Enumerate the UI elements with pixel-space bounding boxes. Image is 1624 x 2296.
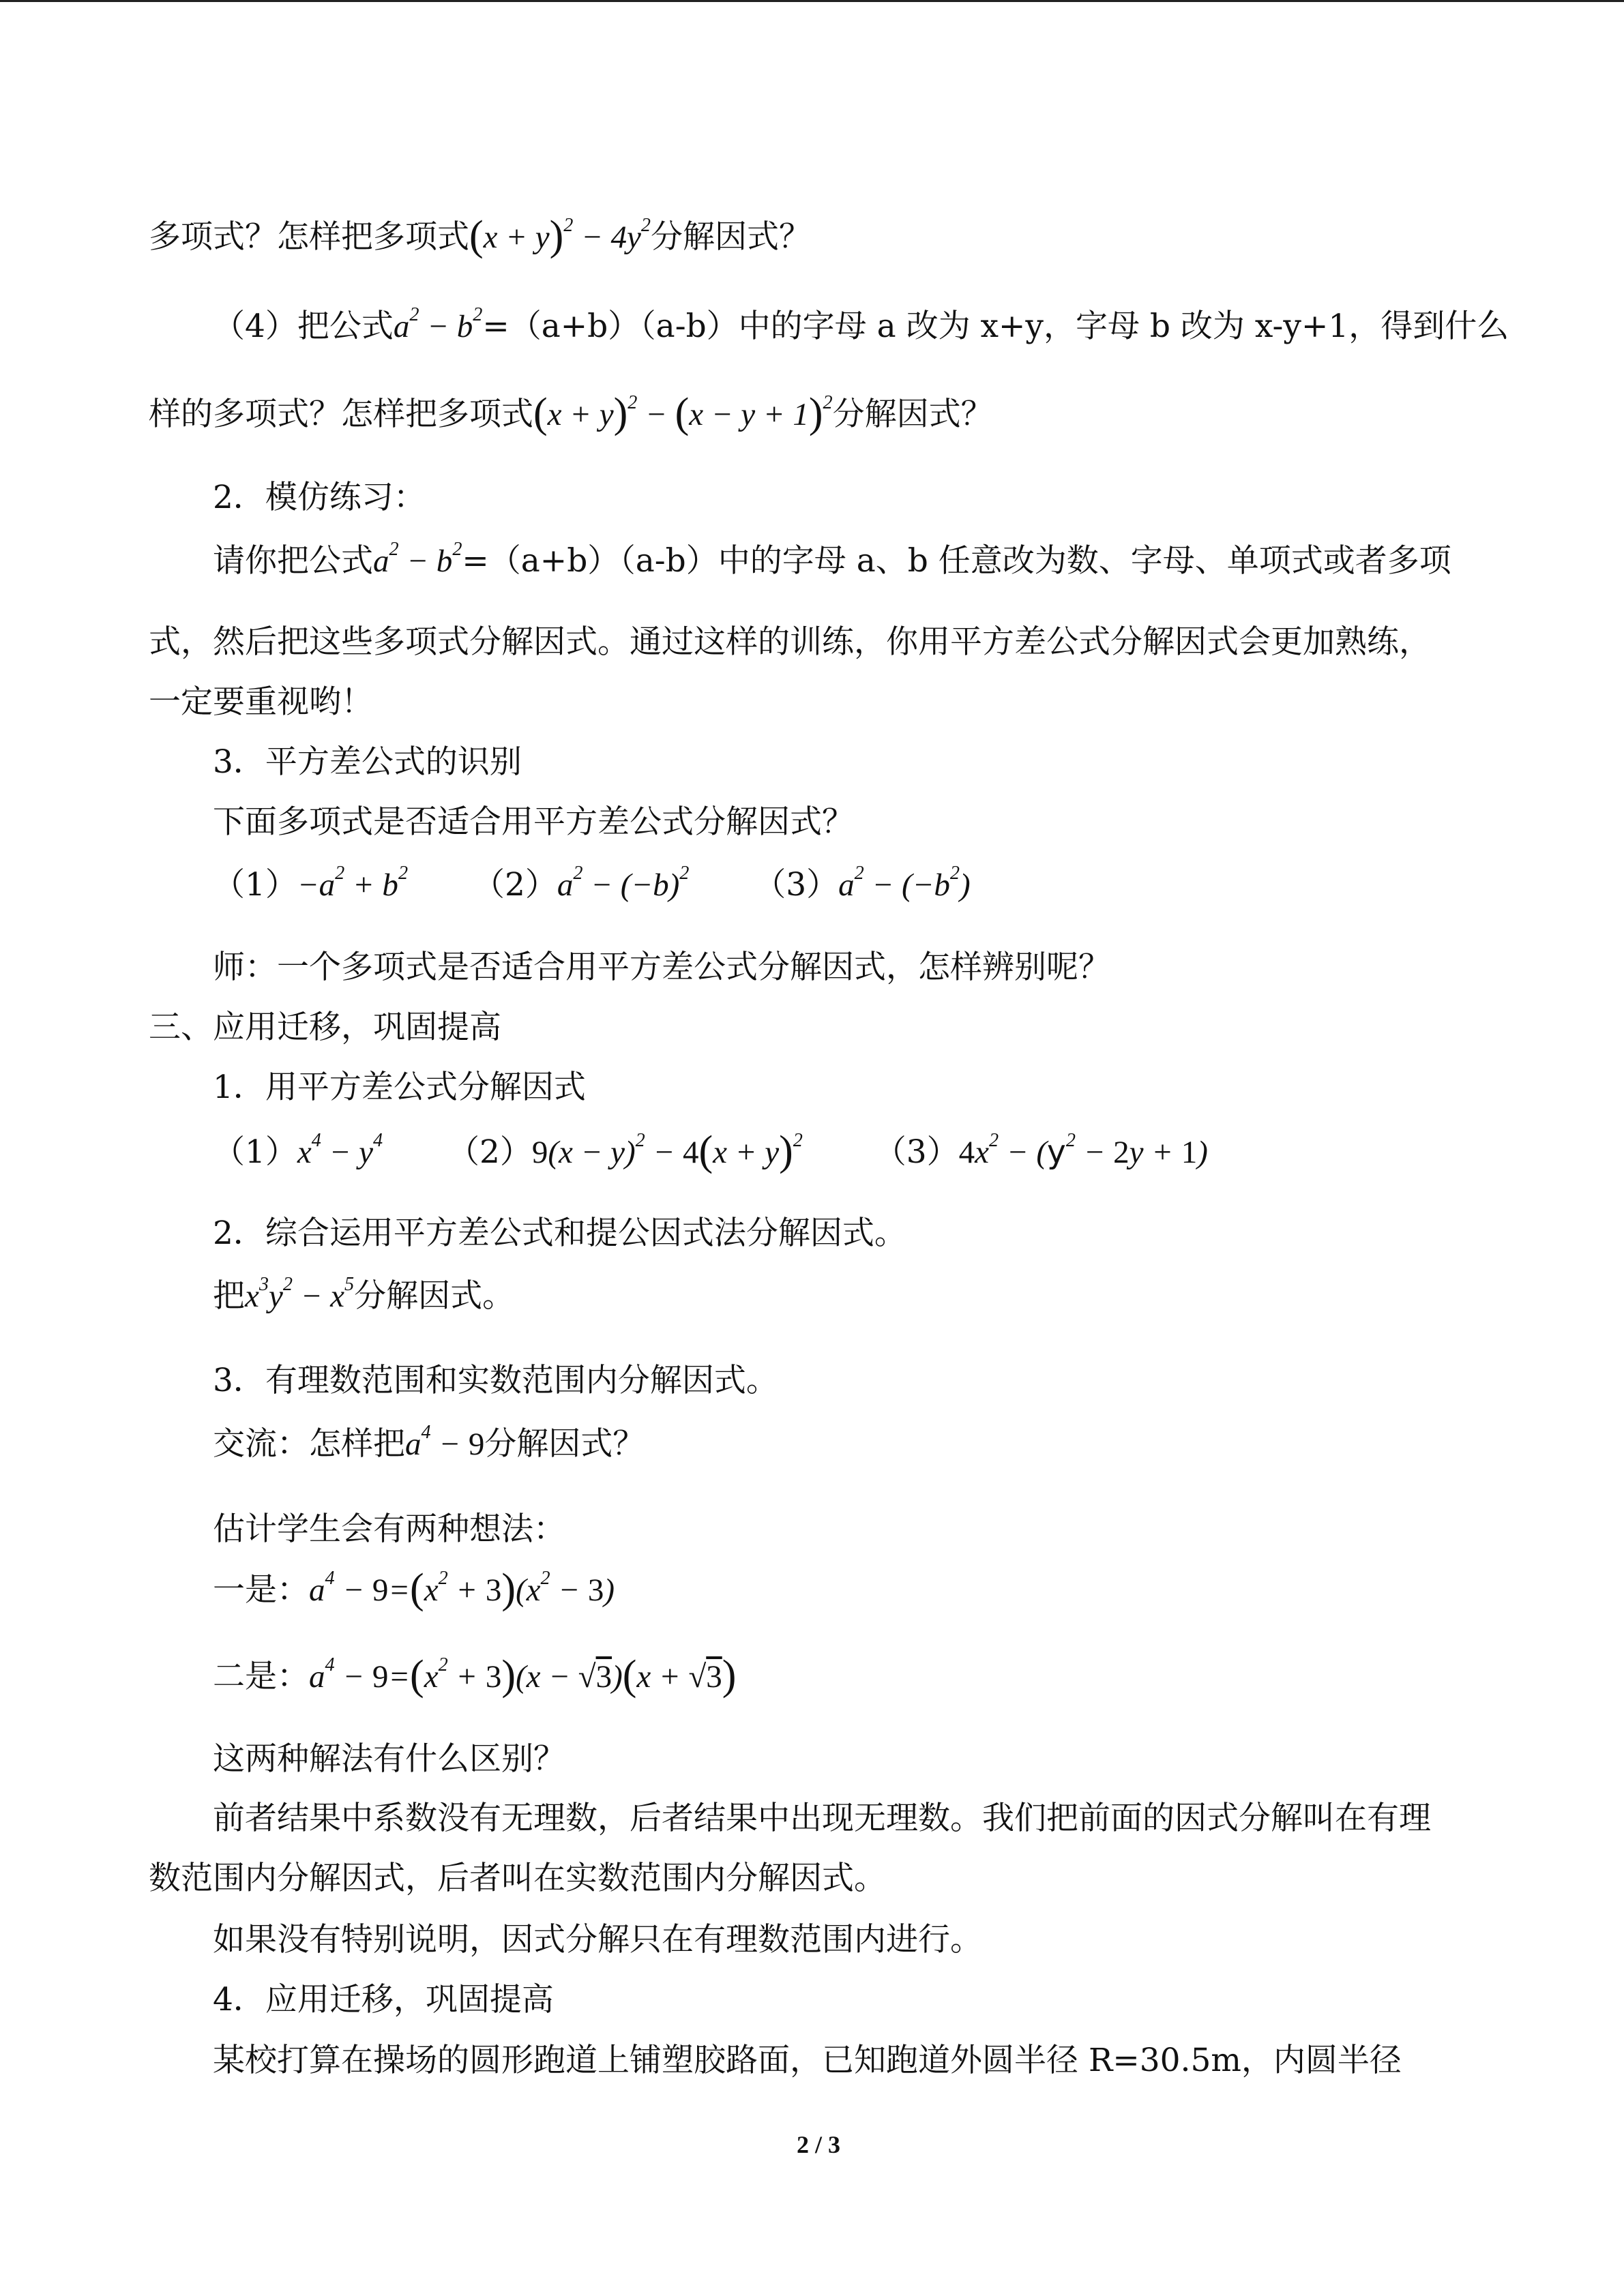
text-line: 4．应用迁移，巩固提高 xyxy=(213,1981,554,2018)
formula: $a^2 - b^2$ xyxy=(393,304,483,344)
text-line: 1．用平方差公式分解因式 xyxy=(213,1069,586,1106)
text: （4）把公式 xyxy=(213,308,394,345)
text-line xyxy=(213,306,1509,347)
formula: $a^4 - 9$ xyxy=(405,1422,485,1462)
formula: $4x^2 - (y^2 - 2y + 1)$ xyxy=(958,1130,1208,1171)
text: 多项式？怎样把多项式 xyxy=(149,218,469,256)
text-line: 3．有理数范围和实数范围内分解因式。 xyxy=(213,1362,778,1399)
top-border xyxy=(0,0,1624,2)
text: 把 xyxy=(213,1277,245,1315)
text: （1） xyxy=(213,866,297,904)
heading: 三、应用迁移，巩固提高 xyxy=(149,1009,501,1046)
text-line: 式，然后把这些多项式分解因式。通过这样的训练，你用平方差公式分解因式会更加熟练， xyxy=(149,623,1431,661)
text-line: 前者结果中系数没有无理数，后者结果中出现无理数。我们把前面的因式分解叫在有理 xyxy=(213,1800,1431,1837)
text-line: 这两种解法有什么区别？ xyxy=(213,1740,565,1778)
text-line: 2．模仿练习： xyxy=(213,479,426,516)
text: （3） xyxy=(754,866,839,904)
page-number: 2 / 3 xyxy=(796,2131,840,2158)
formula: $(x + y)^2 - (x - y + 1)^2$ xyxy=(533,390,833,436)
text: （1） xyxy=(213,1133,297,1171)
text: 分解因式？ xyxy=(484,1425,645,1463)
text-line xyxy=(149,390,993,436)
text-line xyxy=(213,1424,645,1465)
formula: $(x + y)^2 - 4y^2$ xyxy=(469,213,651,259)
text-line: 2．综合运用平方差公式和提公因式法分解因式。 xyxy=(213,1214,906,1252)
formula: $a^4 - 9=(x^2 + 3)(x^2 - 3)$ xyxy=(309,1566,615,1612)
text-line: 数范围内分解因式，后者叫在实数范围内分解因式。 xyxy=(149,1860,886,1897)
text-line: 一定要重视哟！ xyxy=(149,683,373,721)
formula: $a^4 - 9=(x^2 + 3)(x - √3)(x + √3)$ xyxy=(309,1652,737,1699)
text: 一是： xyxy=(213,1571,309,1609)
formula: $x^3y^2 - x^5$ xyxy=(245,1274,355,1314)
text-line xyxy=(213,1652,737,1699)
text-line: 师：一个多项式是否适合用平方差公式分解因式，怎样辨别呢？ xyxy=(213,949,1110,986)
text: 二是： xyxy=(213,1658,309,1695)
text: =（a+b）（a-b）中的字母 a、b 任意改为数、字母、单项式或者多项 xyxy=(462,542,1451,580)
text: 交流：怎样把 xyxy=(213,1425,405,1463)
text: 分解因式？ xyxy=(832,396,993,433)
text-line: 3．平方差公式的识别 xyxy=(213,743,522,781)
text: =（a+b）（a-b）中的字母 a 改为 x+y，字母 b 改为 x-y+1，得到什么 xyxy=(482,308,1509,345)
text: 分解因式？ xyxy=(651,218,812,256)
text: （2） xyxy=(472,866,557,904)
formula: $x^4 - y^4$ xyxy=(297,1130,383,1170)
formula: $a^2 - b^2$ xyxy=(373,539,462,579)
text-line xyxy=(213,865,971,906)
text: （2） xyxy=(447,1133,532,1171)
text-line: 估计学生会有两种想法： xyxy=(213,1510,565,1548)
formula: $9(x - y)^2 - 4(x + y)^2$ xyxy=(531,1128,803,1174)
formula: $a^2 - (-b^2)$ xyxy=(838,863,971,903)
text-line xyxy=(213,541,1451,582)
text-line xyxy=(213,1128,1208,1174)
text: 样的多项式？怎样把多项式 xyxy=(149,396,533,433)
text-line: 如果没有特别说明，因式分解只在有理数范围内进行。 xyxy=(213,1921,982,1958)
text-line xyxy=(213,1568,615,1611)
text: （3） xyxy=(874,1133,959,1171)
formula: $-a^2 + b^2$ xyxy=(297,863,409,903)
formula: $a^2 - (-b)^2$ xyxy=(557,863,690,903)
text-line: 某校打算在操场的圆形跑道上铺塑胶路面，已知跑道外圆半径 R=30.5m，内圆半径 xyxy=(213,2042,1402,2079)
text-line xyxy=(213,1276,514,1317)
text: 分解因式。 xyxy=(354,1277,515,1315)
text-line: 下面多项式是否适合用平方差公式分解因式？ xyxy=(213,803,854,841)
text-line xyxy=(149,215,811,258)
text: 请你把公式 xyxy=(213,542,373,580)
